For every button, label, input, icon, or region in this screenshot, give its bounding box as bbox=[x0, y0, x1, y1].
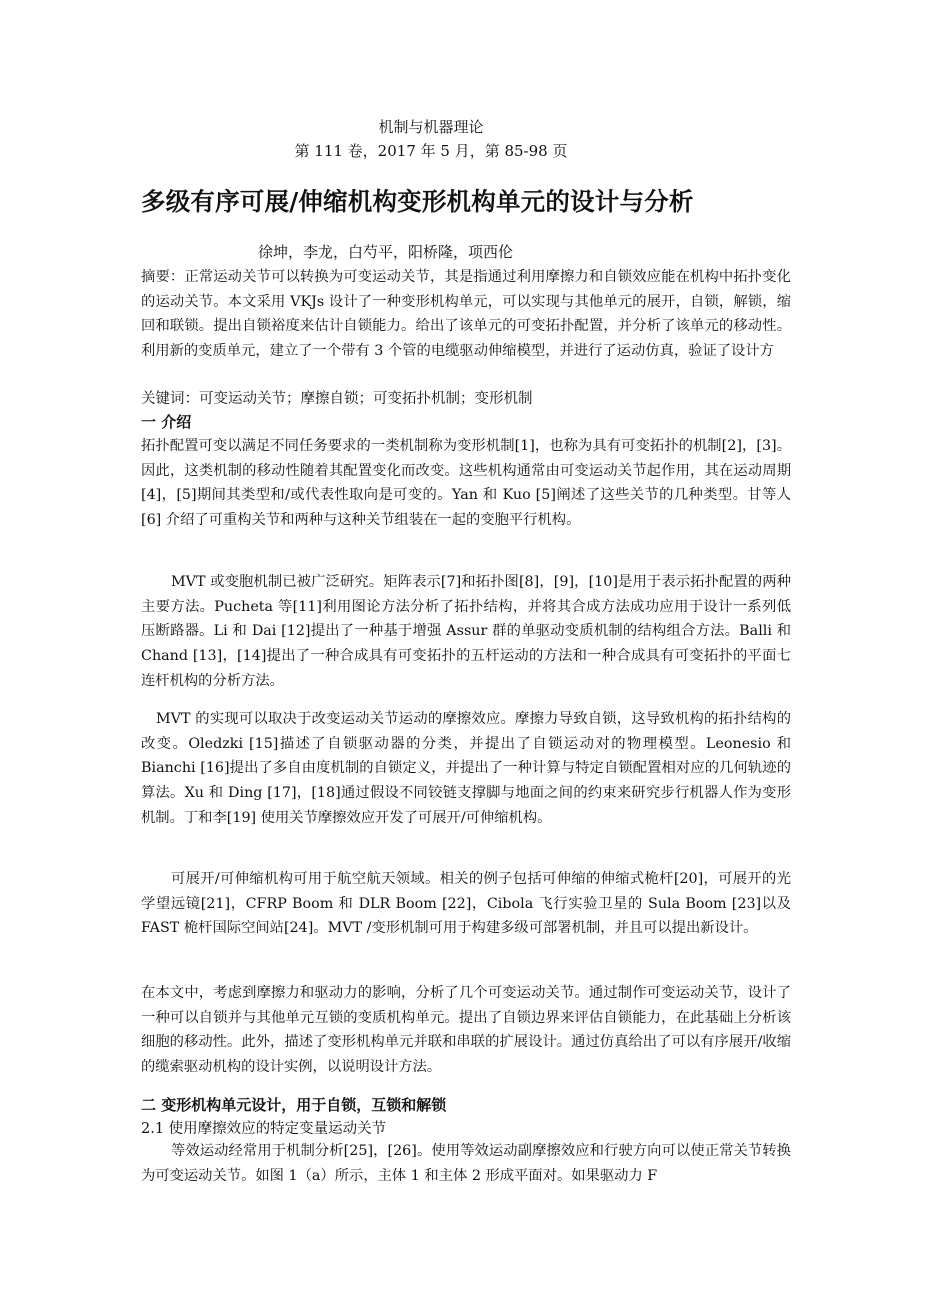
section-1-paragraph-2: MVT 或变胞机制已被广泛研究。矩阵表示[7]和拓扑图[8]，[9]，[10]是用于表示拓扑配置的两种主要方法。Pucheta 等[11]利用图论方法分析了拓扑结构，并将其合成方法成功应用于设计一系列低压断路器。Li 和 Dai [12]提出了一种基于增强 Assur 群的单驱动变质机制的结构组合方法。Balli 和 Chand [13]，[14]提出了一种合成具有可变拓扑的五杆运动的方法和一种合成具有可变拓扑的平面七连杆机构的分析方法。 bbox=[141, 574, 791, 689]
section-1-paragraph-4: 可展开/可伸缩机构可用于航空航天领域。相关的例子包括可伸缩的伸缩式桅杆[20]，可展开的光学望远镜[21]，CFRP Boom 和 DLR Boom [22]，Cibola 飞行实验卫星的 Sula Boom [23]以及 FAST 桅杆国际空间站[24]。MVT /变形机制可用于构建多级可部署机制，并且可以提出新设计。 bbox=[141, 871, 791, 937]
abstract: 摘要：正常运动关节可以转换为可变运动关节，其是指通过利用摩擦力和自锁效应能在机构中拓扑变化的运动关节。本文采用 VKJs 设计了一种变形机构单元，可以实现与其他单元的展开，自锁，解锁，缩回和联锁。提出自锁裕度来估计自锁能力。给出了该单元的可变拓扑配置，并分析了该单元的移动性。利用新的变质单元，建立了一个带有 3 个管的电缆驱动伸缩模型，并进行了运动仿真，验证了设计方 bbox=[141, 269, 791, 360]
subsection-2-1-heading: 2.1 使用摩擦效应的特定变量运动关节 bbox=[141, 1121, 387, 1137]
section-1-paragraph-3: MVT 的实现可以取决于改变运动关节运动的摩擦效应。摩擦力导致自锁，这导致机构的拓扑结构的改变。Oledzki [15]描述了自锁驱动器的分类，并提出了自锁运动对的物理模型。Leonesio 和 Bianchi [16]提出了多自由度机制的自锁定义，并提出了一种计算与特定自锁配置相对应的几何轨迹的算法。Xu 和 Ding [17]，[18]通过假设不同铰链支撑脚与地面之间的约束来研究步行机器人作为变形机制。丁和李[19] 使用关节摩擦效应开发了可展开/可伸缩机构。 bbox=[141, 711, 791, 826]
journal-name: 机制与机器理论 bbox=[378, 118, 484, 136]
author-list: 徐坤，李龙，白芍平，阳桥隆，项西伦 bbox=[258, 243, 514, 261]
section-1-heading: 一 介绍 bbox=[141, 413, 192, 431]
section-1-paragraph-1: 拓扑配置可变以满足不同任务要求的一类机制称为变形机制[1]，也称为具有可变拓扑的机制[2]，[3]。因此，这类机制的移动性随着其配置变化而改变。这些机构通常由可变运动关节起作用，其在运动周期[4]，[5]期间其类型和/或代表性取向是可变的。Yan 和 Kuo [5]阐述了这些关节的几种类型。甘等人[6] 介绍了可重构关节和两种与这种关节组装在一起的变胞平行机构。 bbox=[141, 438, 791, 529]
section-2-heading: 二 变形机构单元设计，用于自锁，互锁和解锁 bbox=[141, 1096, 447, 1114]
paper-title: 多级有序可展/伸缩机构变形机构单元的设计与分析 bbox=[141, 187, 694, 216]
journal-issue: 第 111 卷，2017 年 5 月，第 85-98 页 bbox=[294, 142, 568, 160]
section-1-paragraph-5: 在本文中，考虑到摩擦力和驱动力的影响，分析了几个可变运动关节。通过制作可变运动关节，设计了一种可以自锁并与其他单元互锁的变质机构单元。提出了自锁边界来评估自锁能力，在此基础上分析该细胞的移动性。此外，描述了变形机构单元并联和串联的扩展设计。通过仿真给出了可以有序展开/收缩的缆索驱动机构的设计实例，以说明设计方法。 bbox=[141, 985, 791, 1076]
keywords: 关键词：可变运动关节；摩擦自锁；可变拓扑机制；变形机制 bbox=[141, 391, 533, 407]
section-2-paragraph-1: 等效运动经常用于机制分析[25]，[26]。使用等效运动副摩擦效应和行驶方向可以使正常关节转换为可变运动关节。如图 1（a）所示，主体 1 和主体 2 形成平面对。如果驱动力 F bbox=[141, 1143, 791, 1184]
